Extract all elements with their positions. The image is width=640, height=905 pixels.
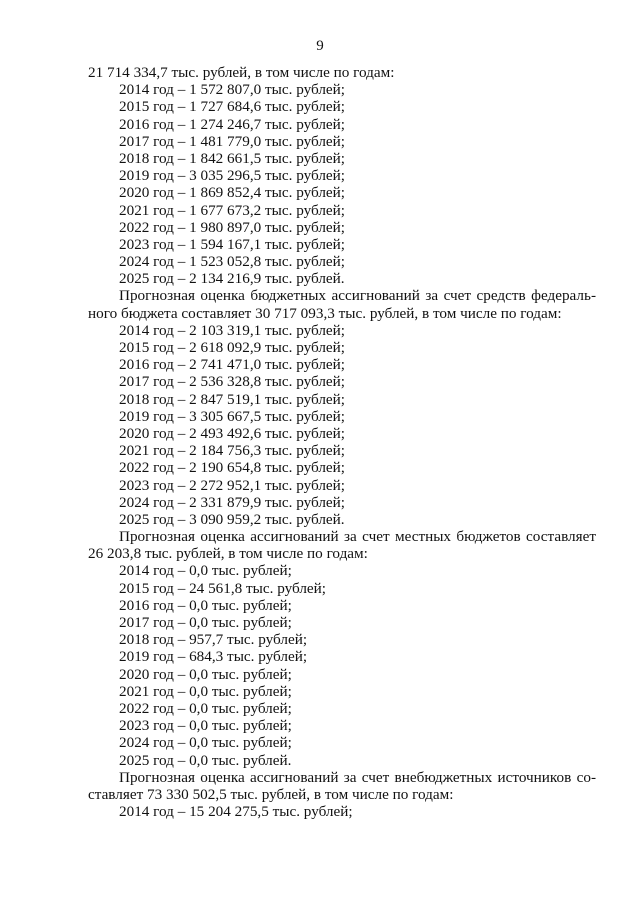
list-item: 2017 год – 1 481 779,0 тыс. рублей;	[119, 132, 346, 150]
list-item: 2023 год – 2 272 952,1 тыс. рублей;	[119, 476, 346, 494]
document-body	[88, 64, 596, 820]
list-item: 2024 год – 2 331 879,9 тыс. рублей;	[119, 493, 346, 511]
list-item: 2016 год – 1 274 246,7 тыс. рублей;	[119, 115, 346, 133]
list-item: 2014 год – 2 103 319,1 тыс. рублей;	[119, 321, 346, 339]
list-item: 2015 год – 2 618 092,9 тыс. рублей;	[119, 339, 346, 356]
paragraph-offbudget-line-2: ставляет 73 330 502,5 тыс. рублей, в том числе по годам:	[88, 785, 454, 803]
year-list-federal	[88, 322, 596, 528]
list-item: 2018 год – 2 847 519,1 тыс. рублей;	[119, 390, 346, 408]
list-item: 2025 год – 0,0 тыс. рублей.	[119, 751, 292, 769]
list-item: 2018 год – 957,7 тыс. рублей;	[119, 631, 308, 649]
intro-line: 21 714 334,7 тыс. рублей, в том числе по годам:	[88, 64, 395, 81]
list-item: 2022 год – 2 190 654,8 тыс. рублей;	[119, 459, 346, 477]
list-item: 2018 год – 1 842 661,5 тыс. рублей;	[119, 149, 346, 167]
list-item: 2023 год – 0,0 тыс. рублей;	[119, 717, 292, 735]
list-item: 2019 год – 3 035 296,5 тыс. рублей;	[119, 167, 346, 185]
paragraph-local-line-2: 26 203,8 тыс. рублей, в том числе по годам:	[88, 545, 368, 563]
paragraph-federal-line-2: ного бюджета составляет 30 717 093,3 тыс. рублей, в том числе по годам:	[88, 304, 562, 322]
paragraph-federal-line-1: Прогнозная оценка бюджетных ассигнований за счет средств федераль-	[119, 287, 596, 305]
list-item: 2022 год – 0,0 тыс. рублей;	[119, 699, 292, 717]
list-item: 2015 год – 1 727 684,6 тыс. рублей;	[119, 98, 346, 116]
list-item: 2020 год – 0,0 тыс. рублей;	[119, 665, 292, 683]
list-item: 2019 год – 684,3 тыс. рублей;	[119, 648, 308, 666]
list-item: 2016 год – 0,0 тыс. рублей;	[119, 596, 292, 614]
list-item: 2025 год – 3 090 959,2 тыс. рублей.	[119, 510, 345, 528]
paragraph-local-line-1: Прогнозная оценка ассигнований за счет местных бюджетов составляет	[119, 528, 596, 546]
paragraph-offbudget-line-1: Прогнозная оценка ассигнований за счет внебюджетных источников со-	[119, 768, 596, 786]
list-item: 2017 год – 0,0 тыс. рублей;	[119, 614, 292, 631]
list-item: 2023 год – 1 594 167,1 тыс. рублей;	[119, 235, 346, 253]
list-item: 2022 год – 1 980 897,0 тыс. рублей;	[119, 218, 346, 236]
list-item: 2024 год – 1 523 052,8 тыс. рублей;	[119, 253, 346, 271]
list-item: 2017 год – 2 536 328,8 тыс. рублей;	[119, 373, 346, 391]
list-item: 2024 год – 0,0 тыс. рублей;	[119, 734, 292, 752]
year-list-local	[88, 562, 596, 768]
list-item: 2014 год – 0,0 тыс. рублей;	[119, 562, 292, 580]
list-item: 2021 год – 0,0 тыс. рублей;	[119, 682, 292, 700]
year-list-regional	[88, 81, 596, 287]
list-item: 2020 год – 1 869 852,4 тыс. рублей;	[119, 184, 346, 202]
year-list-offbudget	[88, 803, 596, 820]
list-item: 2019 год – 3 305 667,5 тыс. рублей;	[119, 407, 346, 425]
list-item: 2021 год – 2 184 756,3 тыс. рублей;	[119, 442, 346, 460]
list-item: 2015 год – 24 561,8 тыс. рублей;	[119, 579, 327, 597]
list-item: 2014 год – 15 204 275,5 тыс. рублей;	[119, 803, 353, 821]
list-item: 2014 год – 1 572 807,0 тыс. рублей;	[119, 81, 346, 99]
list-item: 2021 год – 1 677 673,2 тыс. рублей;	[119, 201, 346, 219]
page-number: 9	[316, 38, 324, 54]
list-item: 2020 год – 2 493 492,6 тыс. рублей;	[119, 424, 346, 442]
list-item: 2016 год – 2 741 471,0 тыс. рублей;	[119, 356, 346, 374]
list-item: 2025 год – 2 134 216,9 тыс. рублей.	[119, 270, 345, 288]
